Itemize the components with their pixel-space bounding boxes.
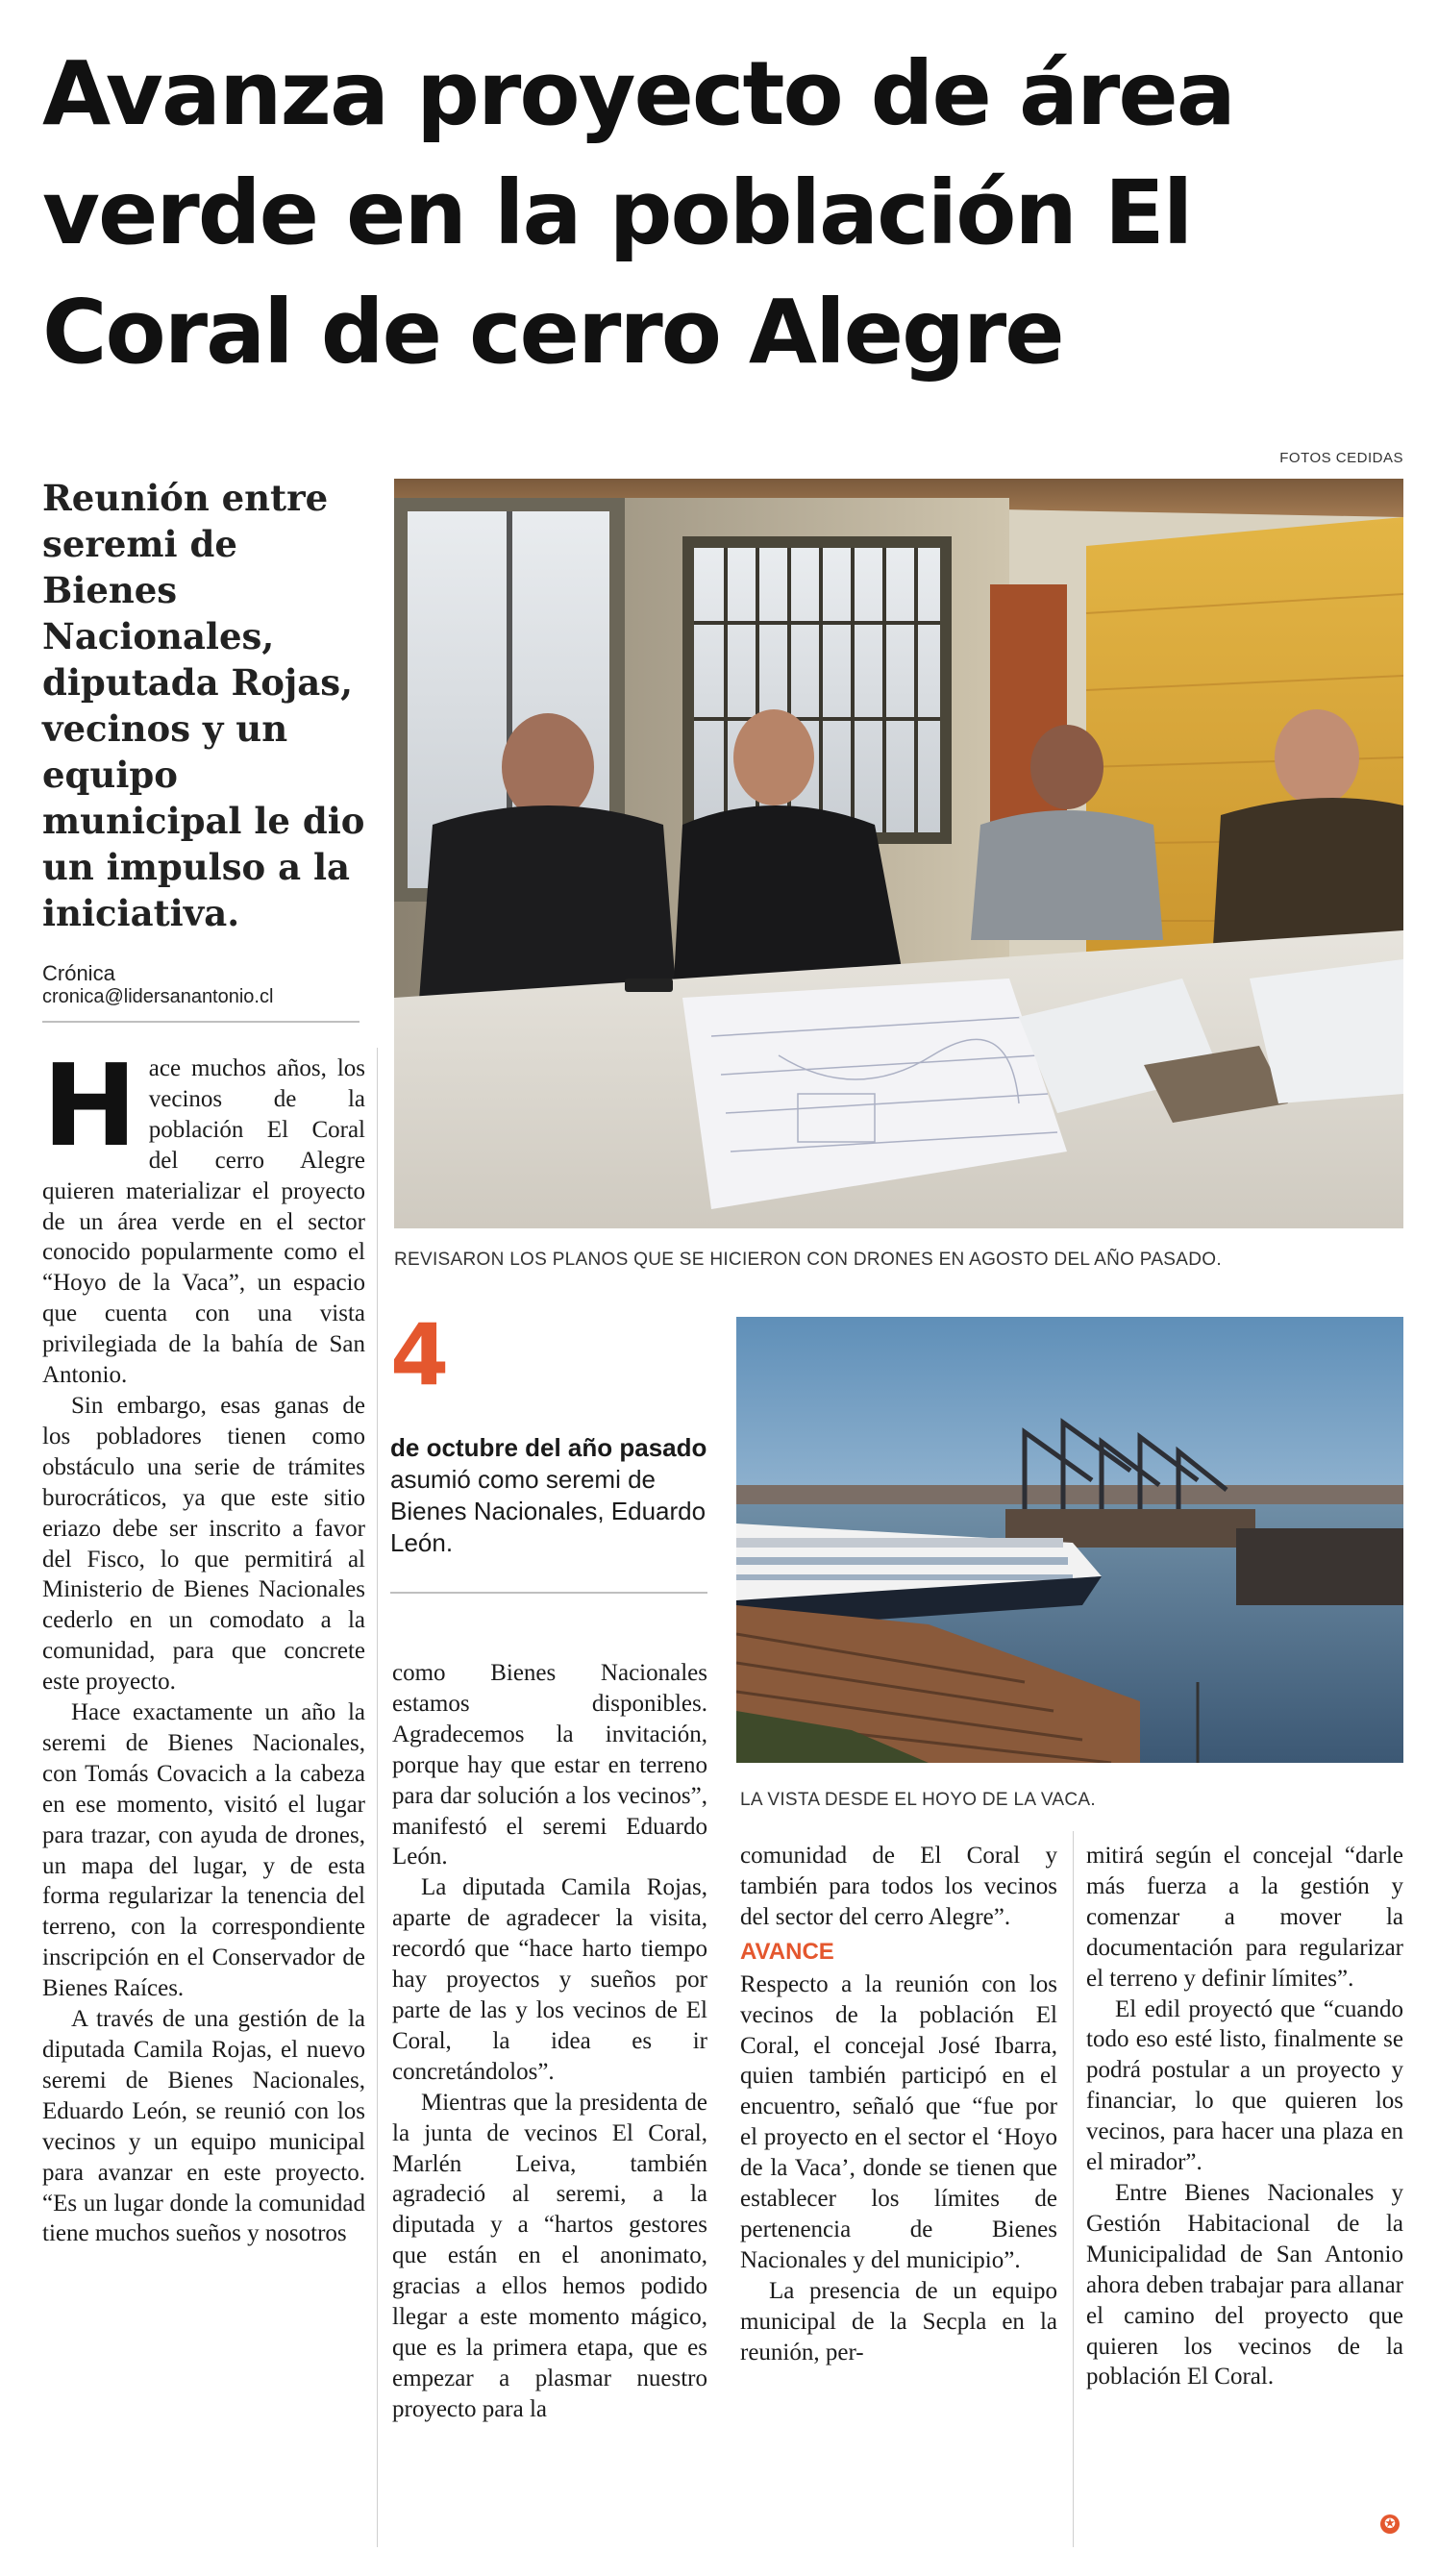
section-label: Crónica: [42, 961, 115, 985]
dropcap: H: [42, 1039, 137, 1172]
body-paragraph: Respecto a la reunión con los vecinos de la población El Coral, el concejal José Ibarra, quien también participó en el encuentro, señaló que “fue por el proyecto en el sector el ‘Hoyo de la Vaca’, donde se tienen que establecer los límites de pertenencia de Bienes Nacionales y del municipio”.: [740, 1970, 1057, 2273]
body-paragraph: El edil proyectó que “cuando todo eso esté listo, finalmente se podrá postular a un proyecto y financiar, lo que quieren los vecinos, para hacer una plaza en el mirador”.: [1086, 1995, 1403, 2176]
body-column-4: [1086, 1841, 1403, 2392]
subhead-avance: AVANCE: [740, 1938, 834, 1965]
body-column-1: [42, 1039, 365, 2249]
highlight-text: [390, 1432, 707, 1559]
lead-summary: Reunión entre seremi de Bienes Nacionales, diputada Rojas, vecinos y un equipo municipal le dio un impulso a la iniciativa.: [42, 477, 365, 934]
highlight-bold: de octubre del año pasado: [390, 1433, 707, 1462]
body-paragraph: La diputada Camila Rojas, aparte de agradecer la visita, recordó que “hace harto tiempo hay proyectos y sueños por parte de las y los vecinos de El Coral, la idea es ir concretándolos”.: [392, 1874, 707, 2085]
column-rule-3: [1073, 1831, 1074, 2547]
body-column-2: [392, 1658, 707, 2425]
highlight-body: asumió como seremi de Bienes Nacionales, Eduardo León.: [390, 1465, 707, 1557]
bay-photo: [736, 1317, 1403, 1763]
body-paragraph: Entre Bienes Nacionales y Gestión Habitacional de la Municipalidad de San Antonio ahora deben trabajar para allanar el camino del proyecto que quieren los vecinos de la población El Coral.: [1086, 2179, 1403, 2390]
body-paragraph: A través de una gestión de la diputada Camila Rojas, el nuevo seremi de Bienes Nacionales, Eduardo León, se reunió con los vecinos y un equipo municipal para avanzar en este proyecto. “Es un lugar donde la comunidad tiene muchos sueños y nosotros: [42, 2006, 365, 2247]
column-rule-1: [377, 1048, 378, 2547]
body-paragraph: La presencia de un equipo municipal de la Secpla en la reunión, per-: [740, 2277, 1057, 2365]
body-paragraph: mitirá según el concejal “darle más fuerza a la gestión y comenzar a mover la documentación para regularizar el terreno y definir límites”.: [1086, 1843, 1403, 1992]
end-mark-icon: ✪: [1380, 2514, 1400, 2534]
body-paragraph: Sin embargo, esas ganas de los pobladores tienen como obstáculo una serie de trámites burocráticos, ya que este sitio eriazo debe ser inscrito a favor del Fisco, lo que permitirá al Ministerio de Bienes Nacionales cederlo en un comodato a la comunidad, para que concrete este proyecto.: [42, 1392, 365, 1696]
body-paragraph: Hace exactamente un año la seremi de Bienes Nacionales, con Tomás Covacich a la cabeza en ese momento, visitó el lugar para trazar, con ayuda de drones, un mapa del lugar, y de esta forma regularizar la tenencia del terreno, con la correspondiente inscripción en el Conservador de Bienes Raíces.: [42, 1699, 365, 2002]
photo-credit: FOTOS CEDIDAS: [1279, 450, 1403, 466]
headline: Avanza proyecto de área verde en la población El Coral de cerro Alegre: [42, 42, 1234, 384]
body-paragraph: Hace muchos años, los vecinos de la población El Coral del cerro Alegre quieren materializar el proyecto de un área verde en el sector conocido popularmente como el “Hoyo de la Vaca”, un espacio que cuenta con una vista privilegiada de la bahía de San Antonio.: [42, 1039, 365, 1389]
byline-divider: [42, 1021, 360, 1023]
highlight-divider: [390, 1592, 707, 1594]
meeting-photo-caption: REVISARON LOS PLANOS QUE SE HICIERON CON DRONES EN AGOSTO DEL AÑO PASADO.: [394, 1250, 1222, 1270]
bay-photo-caption: LA VISTA DESDE EL HOYO DE LA VACA.: [740, 1790, 1096, 1810]
meeting-photo: [394, 479, 1403, 1228]
body-paragraph: Mientras que la presidenta de la junta de vecinos El Coral, Marlén Leiva, también agradeció al seremi, a la diputada y a “hartos gestores que están en el anonimato, gracias a ellos hemos podido llegar a este momento mágico, que es la primera etapa, que es empezar a plasmar nuestro proyecto para la: [392, 2089, 707, 2422]
body-paragraph: comunidad de El Coral y también para todos los vecinos del sector del cerro Alegre”.: [740, 1843, 1057, 1930]
body-paragraph: como Bienes Nacionales estamos disponibles. Agradecemos la invitación, porque hay que estar en terreno para dar solución a los vecinos”, manifestó el seremi Eduardo León.: [392, 1660, 707, 1870]
highlight-number: 4: [390, 1305, 450, 1404]
body-column-3: [740, 1841, 1057, 2368]
author-email[interactable]: cronica@lidersanantonio.cl: [42, 986, 274, 1007]
